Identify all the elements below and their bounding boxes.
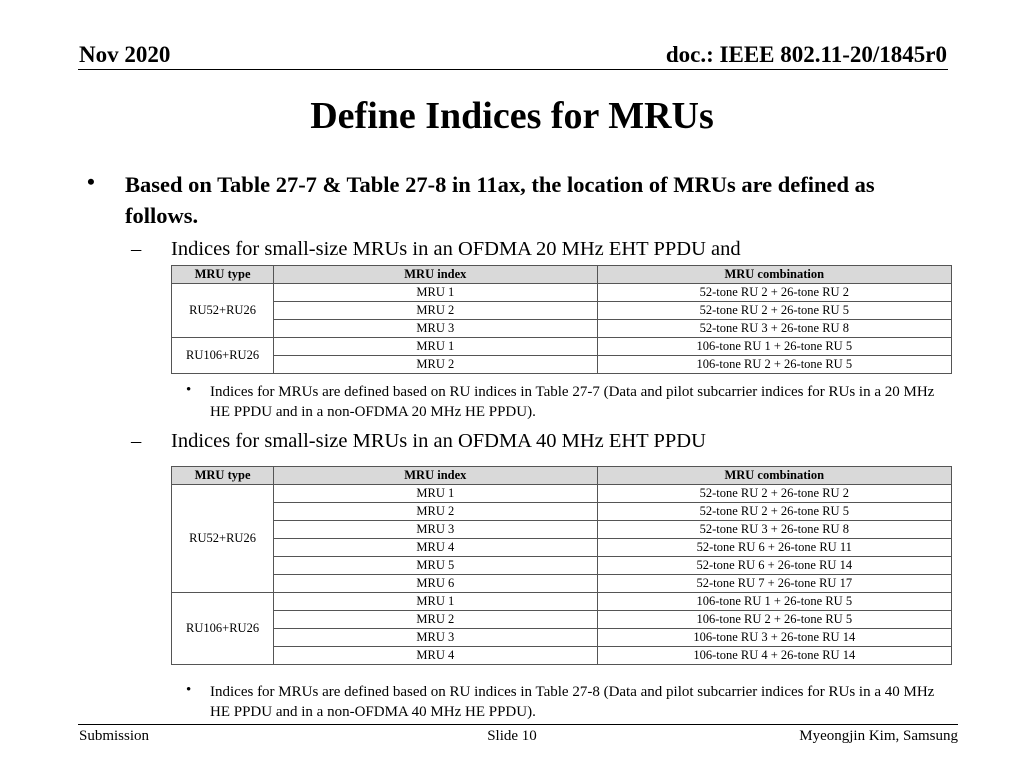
section2-dash: –	[131, 430, 142, 452]
mru-table-20mhz-mru-index-cell: MRU 2	[274, 356, 597, 374]
mru-table-40mhz-row	[172, 593, 952, 611]
mru-table-20mhz-row	[172, 320, 952, 338]
mru-table-40mhz-row	[172, 647, 952, 665]
mru-table-20mhz-row	[172, 356, 952, 374]
mru-table-40mhz-mru-combination-cell: 106-tone RU 3 + 26-tone RU 14	[597, 629, 951, 647]
mru-table-40mhz-row	[172, 503, 952, 521]
mru-table-40mhz-mru-type-cell: RU52+RU26	[172, 485, 274, 593]
header-doc-id: doc.: IEEE 802.11-20/1845r0	[665, 42, 947, 67]
mru-table-20mhz-mru-combination-cell: 52-tone RU 2 + 26-tone RU 5	[597, 302, 951, 320]
mru-table-20mhz-mru-combination-cell: 106-tone RU 2 + 26-tone RU 5	[597, 356, 951, 374]
section2-note-marker: •	[186, 682, 192, 698]
section2-heading: Indices for small-size MRUs in an OFDMA 40 MHz EHT PPDU	[171, 430, 706, 452]
footer-submission: Submission	[79, 728, 150, 744]
mru-table-40mhz-row	[172, 575, 952, 593]
mru-table-40mhz-mru-index-cell: MRU 4	[274, 539, 597, 557]
main-bullet-marker: •	[87, 169, 95, 194]
footer-divider	[78, 724, 958, 725]
mru-table-40mhz-mru-index-cell: MRU 3	[274, 629, 597, 647]
mru-table-40mhz-row	[172, 539, 952, 557]
mru-table-20mhz-column-header: MRU type	[172, 266, 274, 284]
mru-table-20mhz-mru-index-cell: MRU 1	[274, 338, 597, 356]
mru-table-20mhz-mru-type-cell: RU52+RU26	[172, 284, 274, 338]
mru-table-20mhz-mru-index-cell: MRU 2	[274, 302, 597, 320]
mru-table-40mhz-column-header: MRU index	[274, 467, 597, 485]
mru-table-20mhz-row	[172, 302, 952, 320]
mru-table-40mhz	[171, 466, 952, 665]
mru-table-40mhz-mru-combination-cell: 52-tone RU 7 + 26-tone RU 17	[597, 575, 951, 593]
mru-table-40mhz-mru-combination-cell: 52-tone RU 3 + 26-tone RU 8	[597, 521, 951, 539]
mru-table-20mhz-mru-combination-cell: 52-tone RU 2 + 26-tone RU 2	[597, 284, 951, 302]
mru-table-40mhz-body	[172, 467, 952, 665]
footer-slide-number: Slide 10	[487, 728, 537, 744]
mru-table-40mhz-mru-combination-cell: 52-tone RU 2 + 26-tone RU 5	[597, 503, 951, 521]
mru-table-40mhz-mru-index-cell: MRU 4	[274, 647, 597, 665]
section1-dash: –	[131, 238, 142, 260]
mru-table-20mhz-mru-index-cell: MRU 3	[274, 320, 597, 338]
mru-table-40mhz-header-row	[172, 467, 952, 485]
section1-heading: Indices for small-size MRUs in an OFDMA 20 MHz EHT PPDU and	[171, 238, 741, 260]
mru-table-40mhz-mru-combination-cell: 52-tone RU 6 + 26-tone RU 14	[597, 557, 951, 575]
mru-table-40mhz-mru-index-cell: MRU 5	[274, 557, 597, 575]
mru-table-40mhz-mru-index-cell: MRU 2	[274, 611, 597, 629]
header-divider	[78, 69, 948, 70]
footer-author: Myeongjin Kim, Samsung	[799, 728, 958, 744]
mru-table-40mhz-mru-combination-cell: 106-tone RU 2 + 26-tone RU 5	[597, 611, 951, 629]
mru-table-40mhz-mru-index-cell: MRU 3	[274, 521, 597, 539]
mru-table-40mhz-column-header: MRU type	[172, 467, 274, 485]
mru-table-20mhz-column-header: MRU index	[274, 266, 597, 284]
mru-table-20mhz-mru-combination-cell: 106-tone RU 1 + 26-tone RU 5	[597, 338, 951, 356]
mru-table-40mhz-mru-combination-cell: 106-tone RU 4 + 26-tone RU 14	[597, 647, 951, 665]
mru-table-20mhz-row	[172, 284, 952, 302]
mru-table-20mhz-mru-index-cell: MRU 1	[274, 284, 597, 302]
mru-table-20mhz	[171, 265, 952, 374]
mru-table-20mhz-header-row	[172, 266, 952, 284]
mru-table-40mhz-row	[172, 611, 952, 629]
mru-table-40mhz-row	[172, 557, 952, 575]
mru-table-40mhz-mru-combination-cell: 52-tone RU 2 + 26-tone RU 2	[597, 485, 951, 503]
mru-table-20mhz-mru-type-cell: RU106+RU26	[172, 338, 274, 374]
mru-table-40mhz-mru-index-cell: MRU 1	[274, 485, 597, 503]
mru-table-20mhz-column-header: MRU combination	[597, 266, 951, 284]
mru-table-40mhz-mru-combination-cell: 106-tone RU 1 + 26-tone RU 5	[597, 593, 951, 611]
section1-note: Indices for MRUs are defined based on RU indices in Table 27-7 (Data and pilot subcarrier indices for RUs in a 20 MHz HE PPDU and in a non-OFDMA 20 MHz HE PPDU).	[210, 384, 935, 420]
mru-table-20mhz-mru-combination-cell: 52-tone RU 3 + 26-tone RU 8	[597, 320, 951, 338]
mru-table-40mhz-column-header: MRU combination	[597, 467, 951, 485]
mru-table-20mhz-body	[172, 266, 952, 374]
slide-title: Define Indices for MRUs	[310, 95, 714, 137]
section2-note: Indices for MRUs are defined based on RU indices in Table 27-8 (Data and pilot subcarrier indices for RUs in a 40 MHz HE PPDU and in a non-OFDMA 40 MHz HE PPDU).	[210, 684, 935, 720]
mru-table-40mhz-row	[172, 521, 952, 539]
mru-table-40mhz-row	[172, 629, 952, 647]
mru-table-40mhz-mru-index-cell: MRU 6	[274, 575, 597, 593]
mru-table-40mhz-mru-combination-cell: 52-tone RU 6 + 26-tone RU 11	[597, 539, 951, 557]
mru-table-40mhz-mru-index-cell: MRU 2	[274, 503, 597, 521]
mru-table-40mhz-row	[172, 485, 952, 503]
mru-table-20mhz-row	[172, 338, 952, 356]
header-date: Nov 2020	[79, 42, 171, 67]
section1-note-marker: •	[186, 382, 192, 398]
main-bullet-text: Based on Table 27-7 & Table 27-8 in 11ax, the location of MRUs are defined as follows.	[125, 172, 875, 228]
mru-table-40mhz-mru-index-cell: MRU 1	[274, 593, 597, 611]
mru-table-40mhz-mru-type-cell: RU106+RU26	[172, 593, 274, 665]
